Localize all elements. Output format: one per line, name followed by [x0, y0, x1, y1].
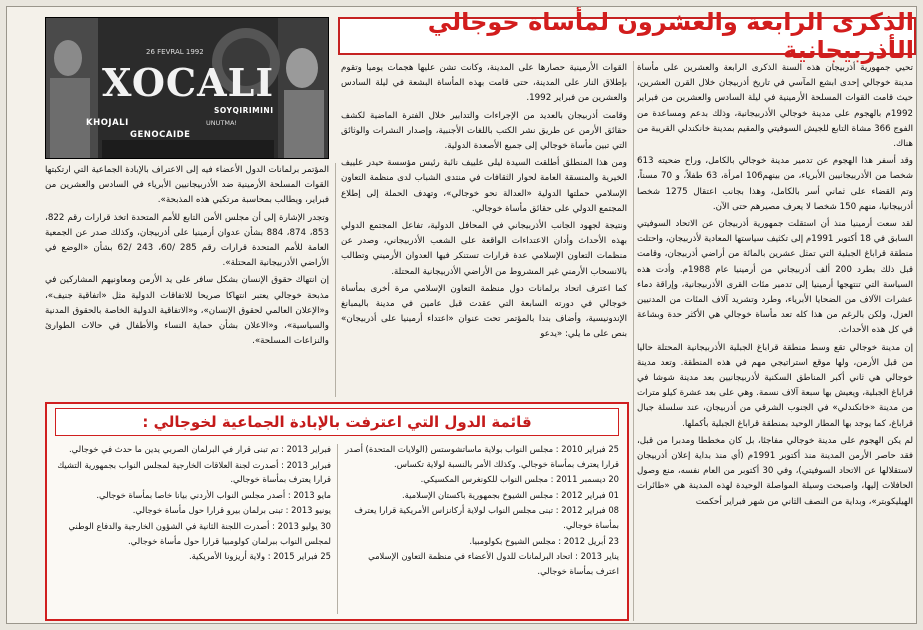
paragraph: وقامت أذربيجان بالعديد من الإجراءات والتدابير خلال الفترة الماضية لكشف حقائق الأرمن عن طريق نشر الكتب باللغات الأجنبية، وإصدار النشرات والوثائق التي تبين مأساة خوجالي إلى جميع الأصعدة الدولية.	[341, 110, 627, 152]
photo-subtitle-1: SOYQIRIMINI	[214, 106, 274, 115]
headline-banner	[338, 8, 916, 64]
paragraph: المؤتمر برلمانات الدول الأعضاء فيه إلى الاعتراف بالإبادة الجماعية التي ارتكبتها القوات المسلحة الأرمينية ضد الأذربيجانيين الأبرياء في السادس والعشرين من فبراير، ويطالب بمحاسبة مرتكبي هذه المذبحة».	[45, 165, 329, 206]
recognition-list-box	[45, 402, 629, 621]
paragraph: إن انتهاك حقوق الإنسان بشكل سافر على يد الأرمن ومعاونيهم المشاركين في مذبحة خوجالي يعتبر انتهاكا صريحا للاتفاقات الدولية مثل «اتفاقية جنيف»، و«الإعلان العالمي لحقوق الإنسان»، و«الاتفاقية الدولية الخاصة بالحقوق المدنية والسياسية»، و«الاعلان بشأن حماية النساء والأطفال في حالات الطوارئ والنزاعات المسلحة».	[45, 275, 329, 347]
column-left	[45, 163, 329, 397]
paragraph: ومن هذا المنطلق أطلقت السيدة ليلى علييف نائبة رئيس مؤسسة حيدر علييف الخيرية والمنسقة العامة لحوار الثقافات في منتدى الشباب لدى منظمة التعاون الإسلامي حملتها الدولية «العدالة نحو خوجالي»، وتهدف الحملة إلى إطلاع المجتمع الدولي على حقائق مأساة خوجالي.	[341, 158, 627, 214]
column-middle	[341, 61, 627, 397]
newspaper-page	[6, 6, 917, 624]
list-item: 25 فبراير 2010 : مجلس النواب بولاية ماساتشوستس (الولايات المتحدة) أصدر قرارا يعترف بمأساة خوجالي. وكذلك الأمر بالنسبة لولاية تكساس.	[345, 444, 619, 469]
paragraph: وتجدر الإشارة إلى أن مجلس الأمن التابع للأمم المتحدة اتخذ قرارات رقم 822، 853، 874، 884 بشأن عدوان أرمينيا على أذربيجان، وكذلك صدر عن الجمعية العامة للأمم المتحدة قرارات رقم 285 /60، 243 /62 بشأن «الوضع في الأراضي الأذربيجانية المحتلة».	[45, 212, 329, 269]
list-item: 20 ديسمبر 2011 : مجلس النواب للكونغرس المكسيكي.	[420, 474, 619, 485]
paragraph: لقد سعت أرمينيا منذ أن استقلت جمهورية أذربيجان عن الاتحاد السوفيتي السابق في 18 أكتوبر 1991م إلى تكثيف سياستها المعادية لأذربيجان، واحتلت منطقة قراباغ الجبلية التي تمثل عشرين بالمائة من أراضي أذربيجان، وقامت قبل ذلك بطرد 200 ألف أذربيجاني من أرمينيا عام 1988م. وأدت هذه السياسة التي تنتهجها أرمينيا إلى تدمير مئات القرى الأذربيجانية، وإراقة دماء عشرات الآلاف من الضحايا الأبرياء، وطرد وتشريد آلاف المئات من المدنيين العزل، ولكن بالرغم من هذا كله تعد مأساة خوجالي هي الأكثر حدة وبشاعة في كل هذه الأحداث.	[637, 219, 913, 336]
list-item: يناير 2013 : اتحاد البرلمانات للدول الأعضاء في منظمة التعاون الإسلامي اعترف بمأساة خوجالي.	[368, 551, 619, 576]
paragraph: إن مدينة خوجالي تقع وسط منطقة قراباغ الجبلية الأذربيجانية المحتلة حاليا من قبل الأرمن، ولها موقع استراتيجي مهم في هذه المنطقة. وتعد مدينة خوجالي هي ثاني أكبر المناطق السكنية لأذربيجانيين بعد مدينة شوشا في قراباغ الجبلية، ويعيش بها سبعة آلاف نسمة. وهي على بعد عشرة كيلو مترات من مدينة «خانكندلي» في الجنوب الشرقي من أذربيجان، عند سلسلة جبال قراباغ، كما يوجد بها المطار الوحيد بمنطقة قراباغ الجبلية بأكملها.	[637, 342, 913, 429]
paragraph: وقد أسفر هذا الهجوم عن تدمير مدينة خوجالي بالكامل، وراح ضحيته 613 شخصا من الأذربيجانيين الأبرياء، من بينهم106 امرأة، 63 طفلاً، و 70 مسناً، وتم القضاء على ثماني أسر بالكامل، وهذا بجانب اعتقال 1275 شخصا أذربيجانيا، منهم 150 شخصا لا يعرف مصيرهم حتى الآن.	[637, 156, 913, 212]
list-item: 25 فبراير 2015 : ولاية أريزونا الأمريكية.	[189, 551, 331, 562]
paragraph: كما اعترف اتحاد برلمانات دول منظمة التعاون الإسلامي مرة أخرى بمأساة خوجالي في دورته السابعة التي عقدت قبل عامين في مدينة باليمبانغ الإندونيسية، وأضاف بندا بالمؤتمر تحت عنوان «اعتداء أرمينيا على أذربيجان» بنص على ما يلي: «يدعو	[341, 283, 627, 340]
list-item: 01 فبراير 2012 : مجلس الشيوخ بجمهورية باكستان الإسلامية.	[402, 489, 619, 500]
photo-title: XOCALI	[102, 60, 275, 105]
list-item: فبراير 2013 : تم تبنى قرار في البرلمان الصربي يدين ما حدث في خوجالي.	[69, 444, 331, 454]
list-item: 30 يوليو 2013 : أصدرت اللجنة الثانية في الشؤون الخارجية والدفاع الوطني لمجلس النواب ببرلمان كولومبيا قرارا حول مأساة خوجالي.	[68, 520, 331, 546]
list-item: يونيو 2013 : تبنى برلمان بيرو قرارا حول مأساة خوجالي.	[132, 505, 331, 516]
box-title-frame	[55, 408, 619, 436]
photo-subtitle-4: GENOCAIDE	[130, 130, 191, 140]
photo-subtitle-2: KHOJALI	[86, 118, 129, 128]
box-title: قائمة الدول التي اعترفت بالإبادة الجماعية لخوجالي :	[142, 413, 532, 431]
list-item: مايو 2013 : أصدر مجلس النواب الأردني بيانا خاصا بمأساة خوجالي.	[96, 489, 331, 500]
paragraph: ونتيجة لجهود الجانب الأذربيجاني في المحافل الدولية، تفاعل المجتمع الدولي بهذه الأحداث وأدان الاعتداءات الواقعة على الشعب الأذربيجاني، وصدر عن منظمات التعاون الإسلامي عدة قرارات تستنكر فيها العدوان الأرميني وتطالب بالانسحاب الأرمني غير المشروط من الأراضي الأذربيجانية المحتلة.	[341, 221, 627, 277]
photo-subtitle-3: UNUTMA!	[206, 119, 238, 127]
paragraph: القوات الأرمينية حصارها على المدينة، وكانت تشن عليها هجمات يوميا وتقوم بإطلاق النار على المدينة، حتى قامت بهذه المأساة البشعة في ليلة السادس والعشرين من فبراير 1992.	[341, 63, 627, 104]
box-column-left	[55, 442, 331, 618]
list-item: 08 فبراير 2012 : تبنى مجلس النواب لولاية أركانزاس الأمريكية قرارا يعترف بمأساة خوجالي.	[354, 505, 619, 530]
box-column-right	[343, 442, 619, 618]
column-right	[637, 61, 913, 621]
photo-date: 26 FEVRAL 1992	[146, 48, 204, 56]
paragraph: تحيي جمهورية أذربيجان هذه السنة الذكرى الرابعة والعشرين على مأساة مدينة خوجالي إحدى ابشع المآسي في تاريخ أذربيجان خلال القرن العشرين، حيث قامت القوات المسلحة الأرمينية في ليلة السادس والعشرين من فبراير 1992م بالهجوم على مدينة خوجالي الأذربيجانية، وذلك بدعم ومساعدة من الفوج 366 مشاة التابع للجيش السوفيتي والمقيم بمدينة خانكندلي القريبة من هناك.	[637, 63, 913, 150]
headline: الذكرى الرابعة والعشرون لمأساة خوجالي الأذربيجانية	[427, 8, 914, 64]
box-divider	[337, 444, 338, 614]
list-item: 23 أبريل 2012 : مجلس الشيوخ بكولومبيا.	[469, 535, 619, 546]
list-item: فبراير 2013 : أصدرت لجنة العلاقات الخارجية لمجلس النواب بجمهورية التشيك قرارا يعترف بمأساة خوجالي.	[57, 459, 331, 485]
paragraph: لم يكن الهجوم على مدينة خوجالي مفاجئا، بل كان مخططا ومدبرا من قبل، فقد حاصر الأرمن المدينة منذ أكتوبر 1991م (أي منذ بداية إعلان أذربيجان لاستقلالها عن الاتحاد السوفيتي)، وفي 30 أكتوبر من العام نفسه، منع وصول الحافلات إليها، واصبحت وسيلة المواصلة الوحيدة لهذه المدينة هي «طائرات الهيليكوبتر»، وبداية من النصف الثاني من شهر فبراير أحكمت	[637, 435, 913, 507]
column-rule	[335, 163, 336, 397]
xocali-photo	[45, 17, 329, 159]
column-rule	[633, 61, 634, 621]
